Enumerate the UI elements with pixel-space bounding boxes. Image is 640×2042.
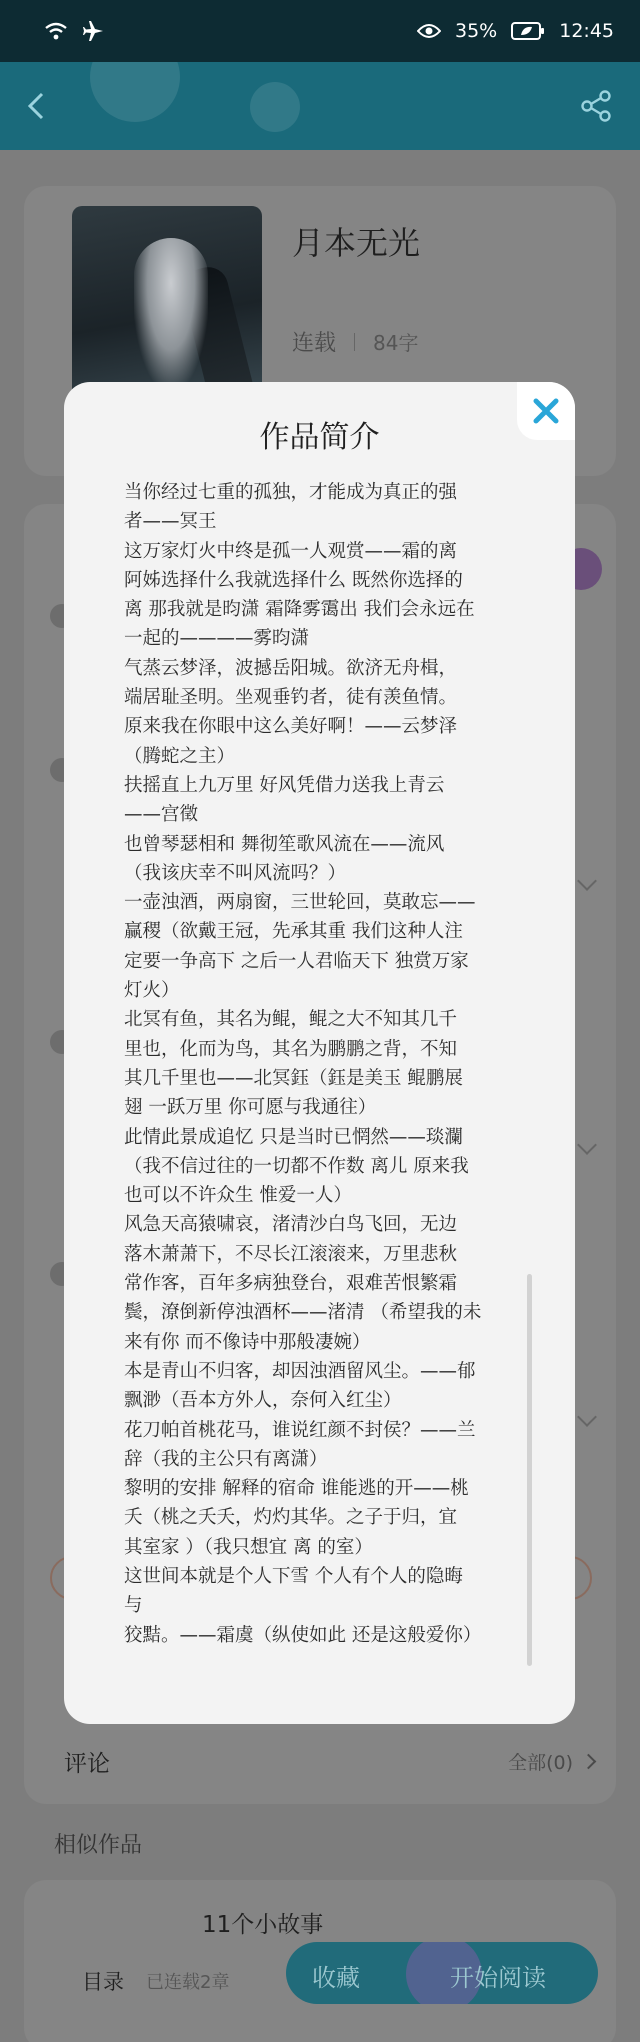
divider: [354, 333, 355, 351]
book-cover[interactable]: [72, 206, 262, 406]
chapter-count: 已连载2章: [146, 1972, 230, 1993]
word-count: 84字: [373, 331, 419, 355]
action-pill: [286, 1942, 598, 2004]
synopsis-paragraph: 这世间本就是个人下雪 个人有个人的隐晦 与 狡黠。——霜虞（纵使如此 还是这般爱你）: [124, 1565, 482, 1646]
synopsis-paragraph: 这万家灯火中终是孤一人观赏——霜的离 阿姊选择什么我就选择什么 既然你选择的 离 那我就是昀潇 霜降雾霭出 我们会永远在 一起的————雾昀潇: [124, 540, 475, 650]
comment-all-label: 全部(0): [508, 1752, 573, 1774]
synopsis-text: [124, 478, 518, 1650]
chevron-right-icon: [581, 1754, 597, 1770]
serial-status: 连载: [292, 331, 337, 356]
synopsis-paragraph: 本是青山不归客，却因浊酒留风尘。——郁 飘渺（吾本方外人，奈何入红尘）: [124, 1360, 476, 1412]
start-reading-button[interactable]: 开始阅读: [450, 1964, 546, 1992]
synopsis-modal: [64, 382, 575, 1724]
share-icon[interactable]: [578, 88, 614, 124]
comment-label: 评论: [64, 1751, 110, 1777]
toc-button[interactable]: 目录: [82, 1970, 124, 1994]
cover-art: [134, 238, 208, 388]
chevron-left-icon[interactable]: [20, 88, 56, 124]
synopsis-paragraph: 黎明的安排 解释的宿命 谁能逃的开——桃 夭（桃之夭夭，灼灼其华。之子于归，宜 其室家 ）（我只想宜 离 的室）: [124, 1478, 469, 1558]
status-right: [417, 20, 614, 42]
app-header: [0, 62, 640, 150]
synopsis-paragraph: 也曾琴瑟相和 舞彻笙歌风流在——流风 （我该庆幸不叫风流吗？）: [124, 833, 445, 884]
similar-work-title[interactable]: 11个小故事: [202, 1912, 324, 1938]
comment-all-link[interactable]: [508, 1748, 594, 1775]
synopsis-paragraph: 此情此景成追忆 只是当时已惘然——琰瀾 （我不信过往的一切都不作数 离儿 原来我 也可以不许众生 惟爱一人）: [124, 1126, 469, 1207]
header-decor: [250, 82, 300, 132]
book-meta: [292, 326, 418, 357]
synopsis-paragraph: 北冥有鱼，其名为鲲，鲲之大不知其几千 里也，化而为鸟，其名为鹏鹏之背，不知 其几千里也——北冥鈺（鈺是美玉 鲲鹏展 翅 一跃万里 你可愿与我通往）: [124, 1009, 463, 1119]
synopsis-paragraph: 气蒸云梦泽，波撼岳阳城。欲济无舟楫， 端居耻圣明。坐观垂钓者，徒有羡鱼情。 原来我在你眼中这么美好啊！——云梦泽 （腾蛇之主）: [124, 657, 458, 767]
synopsis-paragraph: 一壶浊酒，两扇窗，三世轮回，莫敢忘—— 赢稷（欲戴王冠，先承其重 我们这种人注 定要一争高下 之后一人君临天下 独赏万家 灯火）: [124, 892, 476, 1002]
similar-works-heading: 相似作品: [54, 1833, 143, 1858]
book-title: 月本无光: [292, 224, 421, 262]
clock: 12:45: [559, 20, 614, 42]
header-decor: [90, 62, 180, 122]
scrollbar[interactable]: [527, 1274, 532, 1666]
battery-icon: [511, 22, 545, 40]
status-bar: [0, 0, 640, 62]
status-left: [44, 20, 104, 42]
comment-row[interactable]: [64, 1745, 594, 1778]
bottom-action-bar: [0, 1930, 640, 2042]
modal-title: 作品简介: [259, 420, 380, 455]
eye-icon: [417, 23, 441, 39]
synopsis-paragraph: 风急天高猿啸哀，渚清沙白鸟飞回，无边 落木萧萧下，不尽长江滚滚来，万里悲秋 常作客，百年多病独登台，艰难苦恨繁霜 鬓，潦倒新停浊酒杯——渚清 （希望我的未 来有你 而不像诗中那般凄婉）: [124, 1214, 482, 1353]
synopsis-paragraph: 当你经过七重的孤独，才能成为真正的强 者——冥王: [124, 482, 458, 533]
wifi-icon: [44, 21, 68, 41]
favorite-button[interactable]: 收藏: [312, 1964, 360, 1992]
airplane-icon: [82, 20, 104, 42]
synopsis-paragraph: 扶摇直上九万里 好风凭借力送我上青云 ——宫徵: [124, 774, 445, 826]
synopsis-paragraph: 花刀帕首桃花马，谁说红颜不封侯？——兰 辞（我的主公只有离潇）: [124, 1419, 476, 1470]
battery-percent: 35%: [455, 20, 498, 42]
